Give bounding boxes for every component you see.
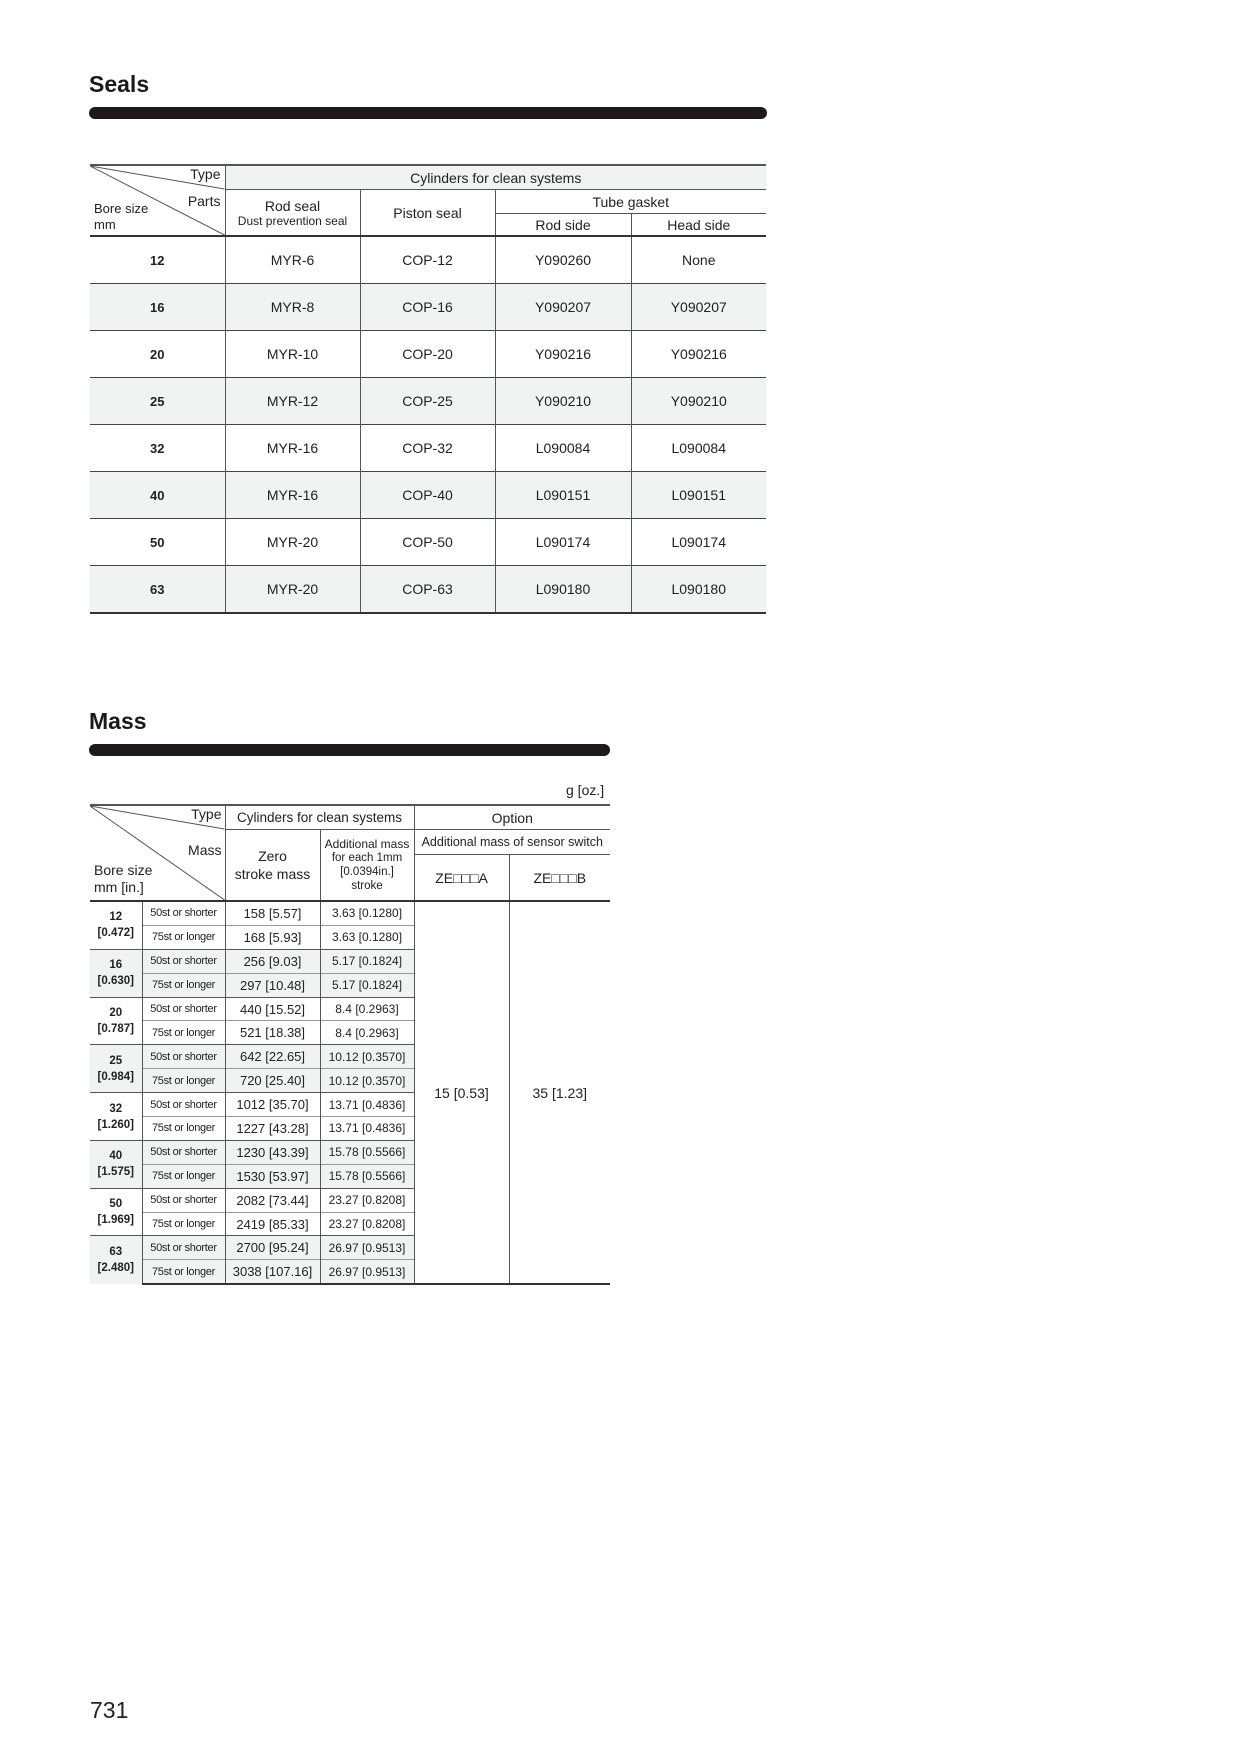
- seals-cell-bore: 32: [90, 425, 225, 472]
- mass-cell-zero: 2082 [73.44]: [225, 1188, 320, 1212]
- mass-option-header: Option: [414, 805, 610, 830]
- seals-cell-bore: 12: [90, 236, 225, 284]
- seals-cell-rod-seal: MYR-16: [225, 425, 360, 472]
- mass-cell-zero: 1530 [53.97]: [225, 1164, 320, 1188]
- seals-cell-head-side: L090151: [631, 472, 766, 519]
- mass-bore-in: [0.984]: [97, 1070, 134, 1083]
- mass-bore-mm: 32: [109, 1102, 123, 1115]
- mass-bore-in: [1.575]: [97, 1166, 134, 1179]
- seals-cell-rod-seal: MYR-10: [225, 331, 360, 378]
- page-number: 731: [90, 1697, 129, 1723]
- seals-cell-rod-seal: MYR-8: [225, 284, 360, 331]
- seals-cell-rod-seal: MYR-6: [225, 236, 360, 284]
- mass-cell-add: 26.97 [0.9513]: [320, 1236, 414, 1260]
- seals-cell-piston-seal: COP-20: [360, 331, 495, 378]
- additional-line3: [0.0394in.]: [340, 866, 394, 878]
- mass-col-sensor-switch: Additional mass of sensor switch: [414, 830, 610, 855]
- seals-row: [90, 378, 766, 425]
- mass-cell-add: 3.63 [0.1280]: [320, 901, 414, 925]
- mass-corner-mass: Mass: [188, 842, 222, 858]
- seals-corner-bore-size: Bore size: [94, 201, 149, 216]
- mass-cell-cond: 75st or longer: [142, 1021, 225, 1045]
- mass-cell-zero: 256 [9.03]: [225, 949, 320, 973]
- seals-cell-rod-side: L090174: [495, 519, 631, 566]
- mass-bore-mm: 50: [109, 1198, 123, 1211]
- seals-cell-head-side: L090174: [631, 519, 766, 566]
- mass-bore-mm: 25: [109, 1054, 123, 1067]
- mass-cell-cond: 75st or longer: [142, 1260, 225, 1284]
- seals-table: [90, 164, 766, 614]
- mass-cell-cond: 50st or shorter: [142, 1188, 225, 1212]
- mass-bore-in: [2.480]: [97, 1262, 134, 1275]
- mass-bore-in: [0.630]: [97, 975, 134, 988]
- seals-cell-rod-seal: MYR-20: [225, 519, 360, 566]
- mass-bore-mm: 63: [109, 1246, 123, 1259]
- mass-cell-cond: 75st or longer: [142, 1212, 225, 1236]
- additional-line4: stroke: [351, 880, 383, 892]
- mass-cell-cond: 50st or shorter: [142, 1236, 225, 1260]
- mass-cell-add: 13.71 [0.4836]: [320, 1093, 414, 1117]
- mass-cell-cond: 50st or shorter: [142, 997, 225, 1021]
- mass-bore-mm: 12: [109, 911, 123, 924]
- mass-cell-cond: 75st or longer: [142, 925, 225, 949]
- seals-row: [90, 236, 766, 284]
- seals-cell-bore: 25: [90, 378, 225, 425]
- mass-bore-in: [1.260]: [97, 1118, 134, 1131]
- mass-cell-cond: 75st or longer: [142, 1117, 225, 1141]
- seals-cell-piston-seal: COP-16: [360, 284, 495, 331]
- mass-cell-zero: 2700 [95.24]: [225, 1236, 320, 1260]
- mass-cell-zero: 720 [25.40]: [225, 1069, 320, 1093]
- seals-row: [90, 566, 766, 614]
- mass-title-bar: [89, 744, 610, 756]
- mass-col-ze-b: ZE□□□B: [509, 855, 610, 902]
- seals-col-rod-side: Rod side: [495, 214, 631, 237]
- mass-bore-cell: [90, 997, 142, 1045]
- seals-corner-unit: mm: [94, 217, 116, 232]
- mass-cell-zero: 1227 [43.28]: [225, 1117, 320, 1141]
- mass-cell-zero: 1012 [35.70]: [225, 1093, 320, 1117]
- mass-corner-cell: [90, 805, 225, 901]
- seals-cell-piston-seal: COP-63: [360, 566, 495, 614]
- mass-row: [90, 901, 610, 925]
- mass-table: [90, 804, 610, 1285]
- seals-cell-rod-side: L090084: [495, 425, 631, 472]
- mass-bore-cell: [90, 1093, 142, 1141]
- mass-option-ze-a-value: 15 [0.53]: [414, 901, 509, 1284]
- additional-line2: for each 1mm: [331, 852, 403, 864]
- seals-col-head-side: Head side: [631, 214, 766, 237]
- seals-cell-piston-seal: COP-40: [360, 472, 495, 519]
- mass-cell-add: 8.4 [0.2963]: [320, 997, 414, 1021]
- seals-row: [90, 331, 766, 378]
- rod-seal-sublabel: Dust prevention seal: [237, 213, 348, 228]
- mass-cell-zero: 168 [5.93]: [225, 925, 320, 949]
- additional-line1: Additional mass: [324, 837, 410, 851]
- seals-corner-type: Type: [190, 166, 221, 182]
- mass-bore-mm: 20: [109, 1006, 123, 1019]
- mass-cell-zero: 297 [10.48]: [225, 973, 320, 997]
- seals-cell-bore: 16: [90, 284, 225, 331]
- seals-cell-rod-seal: MYR-20: [225, 566, 360, 614]
- seals-col-piston-seal: Piston seal: [360, 190, 495, 237]
- seals-cell-piston-seal: COP-12: [360, 236, 495, 284]
- mass-cell-zero: 158 [5.57]: [225, 901, 320, 925]
- mass-cell-add: 15.78 [0.5566]: [320, 1164, 414, 1188]
- mass-group-header: Cylinders for clean systems: [225, 805, 414, 830]
- mass-cell-zero: 3038 [107.16]: [225, 1260, 320, 1284]
- mass-corner-bore-size: Bore size: [94, 862, 153, 878]
- mass-cell-zero: 440 [15.52]: [225, 997, 320, 1021]
- mass-bore-cell: [90, 1188, 142, 1236]
- mass-cell-zero: 642 [22.65]: [225, 1045, 320, 1069]
- seals-cell-head-side: Y090207: [631, 284, 766, 331]
- mass-option-ze-b-value: 35 [1.23]: [509, 901, 610, 1284]
- zero-stroke-line1: Zero: [258, 848, 287, 864]
- seals-cell-piston-seal: COP-32: [360, 425, 495, 472]
- mass-cell-add: 5.17 [0.1824]: [320, 949, 414, 973]
- seals-cell-rod-seal: MYR-16: [225, 472, 360, 519]
- seals-cell-rod-side: Y090216: [495, 331, 631, 378]
- seals-row: [90, 425, 766, 472]
- seals-corner-parts: Parts: [187, 193, 221, 209]
- mass-bore-mm: 40: [109, 1150, 123, 1163]
- seals-cell-bore: 50: [90, 519, 225, 566]
- mass-col-ze-a: ZE□□□A: [414, 855, 509, 902]
- seals-col-rod-seal: [225, 190, 360, 237]
- seals-cell-head-side: None: [631, 236, 766, 284]
- seals-cell-rod-side: Y090207: [495, 284, 631, 331]
- seals-cell-head-side: Y090216: [631, 331, 766, 378]
- mass-cell-add: 10.12 [0.3570]: [320, 1069, 414, 1093]
- mass-bore-cell: [90, 949, 142, 997]
- seals-row: [90, 472, 766, 519]
- mass-bore-in: [0.472]: [97, 927, 134, 940]
- mass-cell-cond: 50st or shorter: [142, 1093, 225, 1117]
- mass-col-zero-stroke: [225, 830, 320, 902]
- mass-cell-add: 23.27 [0.8208]: [320, 1188, 414, 1212]
- mass-bore-cell: [90, 1045, 142, 1093]
- mass-unit-label: g [oz.]: [566, 782, 605, 798]
- mass-bore-cell: [90, 901, 142, 949]
- seals-group-header: Cylinders for clean systems: [225, 165, 766, 190]
- mass-cell-cond: 50st or shorter: [142, 949, 225, 973]
- mass-cell-add: 10.12 [0.3570]: [320, 1045, 414, 1069]
- mass-corner-unit: mm [in.]: [94, 879, 144, 895]
- seals-cell-head-side: Y090210: [631, 378, 766, 425]
- mass-cell-add: 13.71 [0.4836]: [320, 1117, 414, 1141]
- mass-cell-cond: 75st or longer: [142, 1069, 225, 1093]
- mass-corner-type: Type: [191, 806, 222, 822]
- seals-cell-piston-seal: COP-50: [360, 519, 495, 566]
- mass-cell-add: 23.27 [0.8208]: [320, 1212, 414, 1236]
- mass-bore-mm: 16: [109, 959, 123, 972]
- seals-cell-rod-side: L090151: [495, 472, 631, 519]
- mass-col-additional: [320, 830, 414, 902]
- seals-col-tube-gasket: Tube gasket: [495, 190, 766, 214]
- seals-cell-head-side: L090084: [631, 425, 766, 472]
- seals-cell-bore: 63: [90, 566, 225, 614]
- seals-cell-piston-seal: COP-25: [360, 378, 495, 425]
- mass-cell-cond: 75st or longer: [142, 1164, 225, 1188]
- zero-stroke-line2: stroke mass: [234, 866, 311, 882]
- mass-cell-zero: 2419 [85.33]: [225, 1212, 320, 1236]
- mass-cell-add: 15.78 [0.5566]: [320, 1140, 414, 1164]
- mass-cell-cond: 50st or shorter: [142, 1140, 225, 1164]
- mass-cell-cond: 50st or shorter: [142, 1045, 225, 1069]
- mass-bore-in: [0.787]: [97, 1022, 134, 1035]
- seals-row: [90, 284, 766, 331]
- mass-cell-cond: 50st or shorter: [142, 901, 225, 925]
- seals-cell-bore: 40: [90, 472, 225, 519]
- seals-cell-rod-side: L090180: [495, 566, 631, 614]
- mass-cell-zero: 521 [18.38]: [225, 1021, 320, 1045]
- seals-title: Seals: [89, 71, 150, 97]
- mass-cell-add: 5.17 [0.1824]: [320, 973, 414, 997]
- mass-cell-zero: 1230 [43.39]: [225, 1140, 320, 1164]
- rod-seal-label: Rod seal: [264, 197, 321, 214]
- seals-cell-rod-side: Y090210: [495, 378, 631, 425]
- seals-cell-bore: 20: [90, 331, 225, 378]
- mass-title: Mass: [89, 708, 147, 734]
- seals-cell-rod-seal: MYR-12: [225, 378, 360, 425]
- mass-cell-add: 8.4 [0.2963]: [320, 1021, 414, 1045]
- mass-cell-cond: 75st or longer: [142, 973, 225, 997]
- seals-cell-head-side: L090180: [631, 566, 766, 614]
- mass-cell-add: 3.63 [0.1280]: [320, 925, 414, 949]
- seals-corner-cell: [90, 165, 225, 236]
- mass-bore-in: [1.969]: [97, 1214, 134, 1227]
- mass-bore-cell: [90, 1236, 142, 1284]
- mass-cell-add: 26.97 [0.9513]: [320, 1260, 414, 1284]
- seals-row: [90, 519, 766, 566]
- seals-cell-rod-side: Y090260: [495, 236, 631, 284]
- seals-title-bar: [89, 107, 767, 119]
- mass-bore-cell: [90, 1140, 142, 1188]
